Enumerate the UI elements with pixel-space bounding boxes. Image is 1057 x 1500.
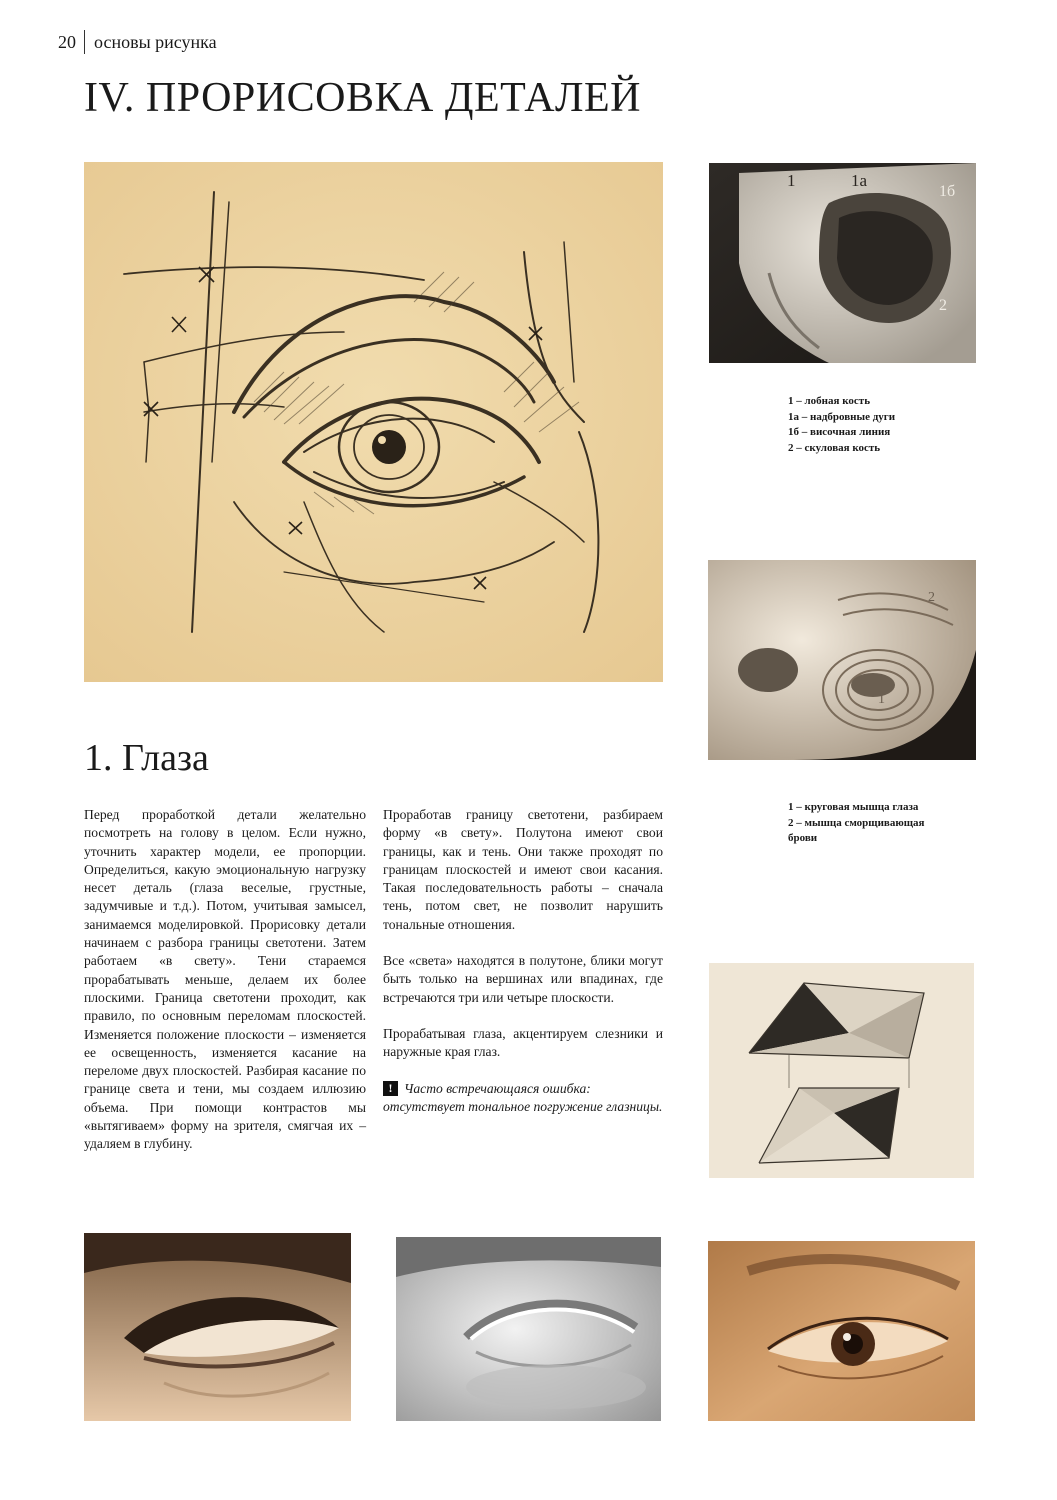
muscle-label-2: 2 <box>928 590 935 605</box>
muscle-caption-line: брови <box>788 832 818 844</box>
page-number: 20 <box>58 31 76 52</box>
skull-label-2: 2 <box>939 297 947 314</box>
paragraph: Прорабатывая глаза, акцентируем слезники и наружные края глаз. <box>383 1025 663 1060</box>
eye-planes-diagram-image <box>709 963 974 1178</box>
plaster-eye-grey-image <box>396 1237 661 1421</box>
eye-sketch-image <box>84 162 663 682</box>
skull-label-1: 1 <box>787 171 796 190</box>
text-column-2 <box>383 806 663 1134</box>
common-mistake-text: Часто встречающаяся ошибка: отсутствует тональное погружение глазницы. <box>383 1080 663 1114</box>
skull-caption <box>788 394 895 456</box>
muscle-caption-line: 2 – мышца сморщивающая <box>788 816 925 829</box>
skull-caption-line: 1б – височная линия <box>788 426 891 438</box>
skull-caption-line: 1 – лобная кость <box>788 395 871 407</box>
muscle-label-1: 1 <box>878 692 885 707</box>
running-head-title: основы рисунка <box>94 31 217 52</box>
paragraph: Все «света» находятся в полутоне, блики могут быть только на вершинах или впадинах, где встречаются три или четыре плоскости. <box>383 953 663 1005</box>
muscle-caption <box>788 800 925 847</box>
skull-label-1a: 1а <box>851 171 868 190</box>
skull-caption-line: 2 – скуловая кость <box>788 441 881 454</box>
warning-icon: ! <box>383 1081 398 1096</box>
running-head-divider <box>84 30 85 54</box>
running-head <box>58 30 217 54</box>
section-title: 1. Глаза <box>84 737 209 779</box>
eye-muscles-image <box>708 560 976 760</box>
chapter-title: IV. ПРОРИСОВКА ДЕТАЛЕЙ <box>84 75 641 121</box>
painted-eye-image <box>708 1241 975 1421</box>
text-column-1 <box>84 806 366 1172</box>
skull-label-1b: 1б <box>939 183 956 200</box>
skull-eye-socket-image <box>709 163 976 363</box>
common-mistake-note <box>383 1080 663 1117</box>
skull-caption-line: 1а – надбровные дуги <box>788 410 896 423</box>
muscle-caption-line: 1 – круговая мышца глаза <box>788 801 919 813</box>
paragraph: Проработав границу светотени, разбираем форму «в свету». Полутона имеют свои границы, как и тень. Они также проходят по границам плоскостей и имеют свои касания. Такая последовательность работы – сначала тень, потом свет, не позволит нарушить тональные отношения. <box>383 807 663 932</box>
paragraph: Перед проработкой детали желательно посмотреть на голову в целом. Если нужно, уточнить характер модели, ее пропорции. Определиться, какую эмоциональную нагрузку несет деталь (глаза веселые, грустные, задумчивые и т.д.). Потом, учитывая замысел, занимаемся моделировкой. Прорисовку детали начинаем с разбора границы светотени. Затем работаем «в свету». Тени стараемся прорабатывать меньше, делаем их более плоскими. Граница светотени проходит, как правило, по основным переломам плоскостей. Изменяется положение плоскости – изменяется ее освещенность, изменяется касание на переломе двух плоскостей. Разбирая касание по границе света и тени, мы создаем иллюзию объема. При помощи контрастов мы «вытягиваем» форму на зрителя, смягчая их – удаляем в глубину. <box>84 807 366 1152</box>
plaster-eye-warm-image <box>84 1233 351 1421</box>
